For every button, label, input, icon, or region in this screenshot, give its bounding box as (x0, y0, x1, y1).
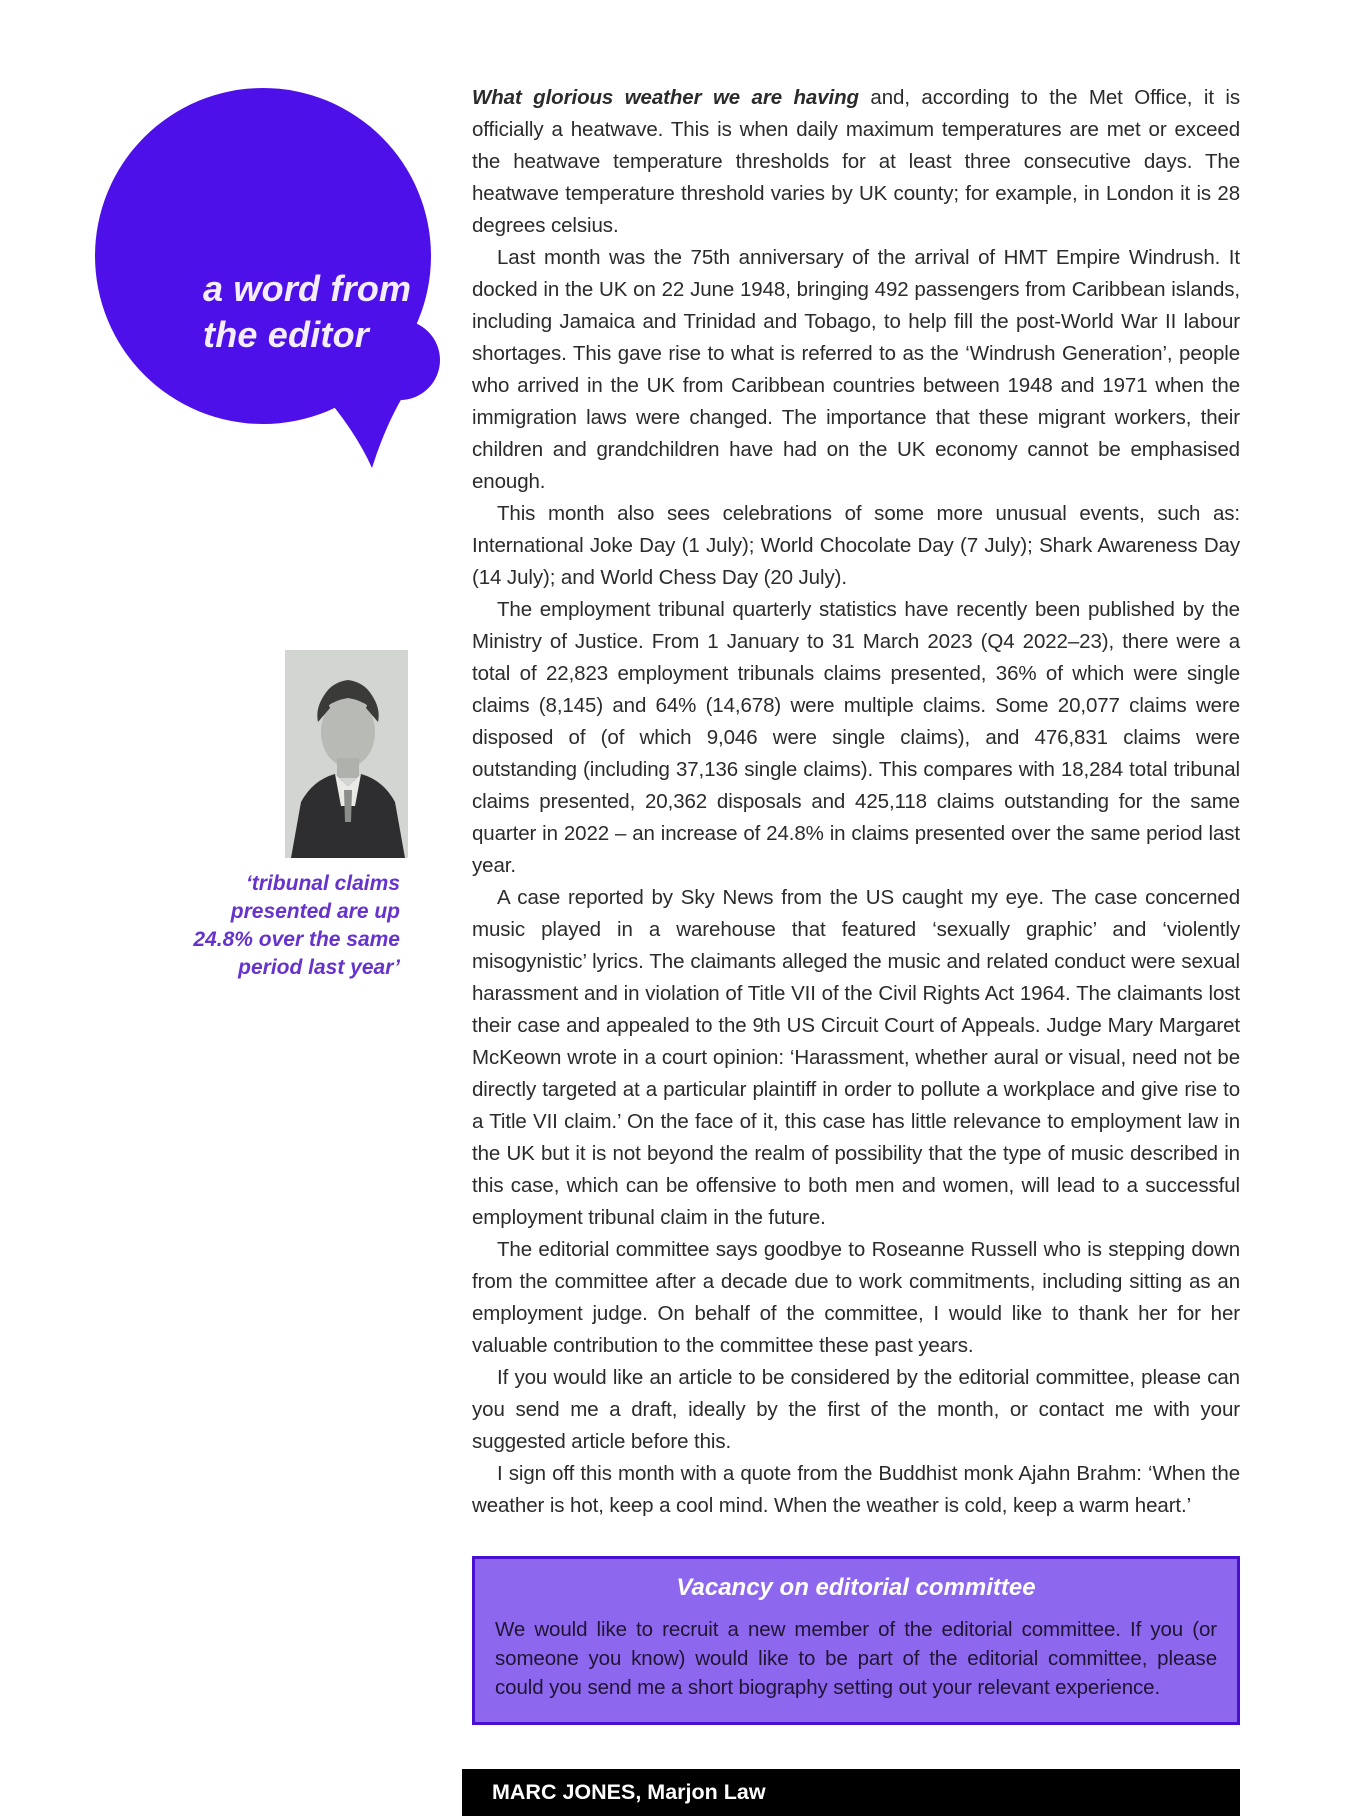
intro-bold-text: What glorious weather we are having (472, 86, 859, 109)
article-body (472, 82, 1240, 1816)
paragraph: I sign off this month with a quote from the Buddhist monk Ajahn Brahm: ‘When the weather is hot, keep a cool mind. When the weather is cold, keep a warm heart.’ (472, 1462, 1240, 1517)
section-title (203, 266, 463, 358)
pull-quote: ‘tribunal claims presented are up 24.8% over the same period last year’ (193, 872, 400, 979)
section-title-line1: a word from (203, 268, 412, 309)
vacancy-box (472, 1556, 1240, 1725)
paragraph: This month also sees celebrations of some more unusual events, such as: International Joke Day (1 July); World Chocolate Day (7 July); Shark Awareness Day (14 July); and World Chess Day (20 July). (472, 502, 1240, 589)
paragraph: A case reported by Sky News from the US caught my eye. The case concerned music played in a warehouse that featured ‘sexually graphic’ and ‘violently misogynistic’ lyrics. The claimants alleged the music and related conduct were sexual harassment and in violation of Title VII of the Civil Rights Act 1964. The claimants lost their case and appealed to the 9th US Circuit Court of Appeals. Judge Mary Margaret McKeown wrote in a court opinion: ‘Harassment, whether aural or visual, need not be directly targeted at a particular plaintiff in order to pollute a workplace and give rise to a Title VII claim.’ On the face of it, this case has little relevance to employment law in the UK but it is not beyond the realm of possibility that the type of music described in this case, which can be offensive to both men and women, will lead to a successful employment tribunal claim in the future. (472, 886, 1240, 1229)
paragraph: Last month was the 75th anniversary of the arrival of HMT Empire Windrush. It docked in the UK on 22 June 1948, bringing 492 passengers from Caribbean islands, including Jamaica and Trinidad and Tobago, to help fill the post-World War II labour shortages. This gave rise to what is referred to as the ‘Windrush Generation’, people who arrived in the UK from Caribbean countries between 1948 and 1971 when the immigration laws were changed. The importance that these migrant workers, their children and grandchildren have had on the UK economy cannot be emphasised enough. (472, 246, 1240, 493)
intro-rest-text: and, according to the Met Office, it is officially a heatwave. This is when daily maximum temperatures are met or exceed the heatwave temperature thresholds for at least three consecutive days. The heatwave temperature threshold varies by UK county; for example, in London it is 28 degrees celsius. (472, 86, 1240, 237)
editor-photo (285, 650, 408, 858)
author-byline-bar (462, 1769, 1240, 1816)
author-byline: MARC JONES, Marjon Law (492, 1780, 766, 1804)
section-title-line2: the editor (203, 314, 370, 355)
vacancy-box-text: We would like to recruit a new member of the editorial committee. If you (or someone you know) would like to be part of the editorial committee, please could you send me a short biography setting out your relevant experience. (495, 1618, 1217, 1699)
paragraph-intro (472, 82, 1240, 242)
speech-bubble (75, 80, 455, 480)
paragraph: If you would like an article to be considered by the editorial committee, please can you send me a draft, ideally by the first of the month, or contact me with your suggested article before this. (472, 1366, 1240, 1453)
vacancy-box-title: Vacancy on editorial committee (676, 1574, 1036, 1601)
paragraph: The employment tribunal quarterly statistics have recently been published by the Ministry of Justice. From 1 January to 31 March 2023 (Q4 2022–23), there were a total of 22,823 employment tribunals claims presented, 36% of which were single claims (8,145) and 64% (14,678) were multiple claims. Some 20,077 claims were disposed of (of which 9,046 were single claims), and 476,831 claims were outstanding (including 37,136 single claims). This compares with 18,284 total tribunal claims presented, 20,362 disposals and 425,118 claims outstanding for the same quarter in 2022 – an increase of 24.8% in claims presented over the same period last year. (472, 598, 1240, 877)
paragraph: The editorial committee says goodbye to Roseanne Russell who is stepping down from the committee after a decade due to work commitments, including sitting as an employment judge. On behalf of the committee, I would like to thank her for her valuable contribution to the committee these past years. (472, 1238, 1240, 1357)
